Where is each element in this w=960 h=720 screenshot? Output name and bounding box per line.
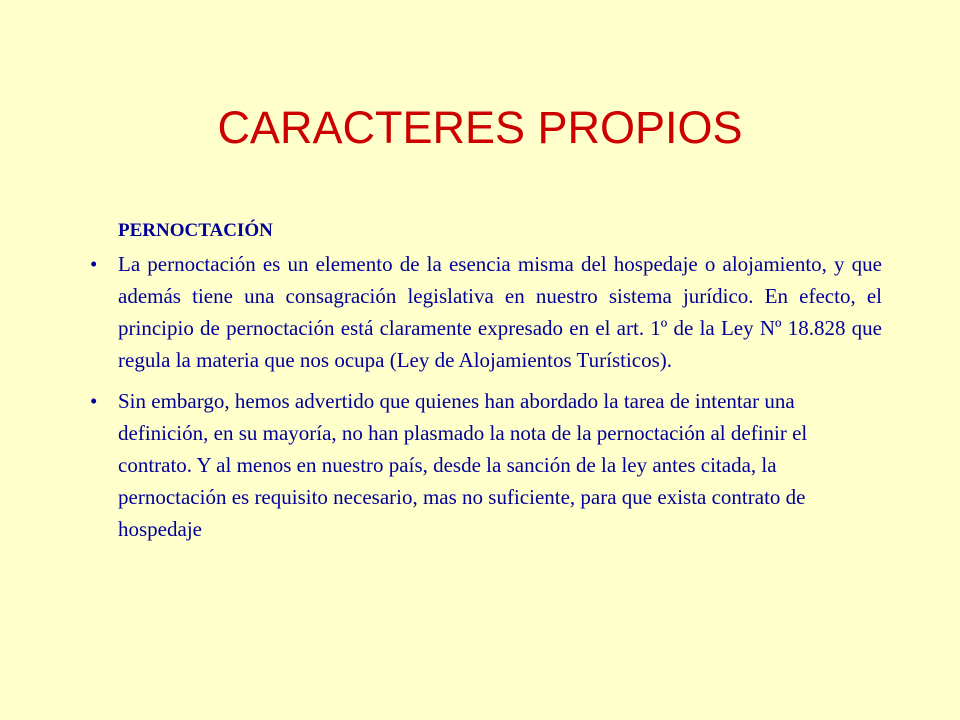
bullet-text: Sin embargo, hemos advertido que quienes han abordado la tarea de intentar una definición, en su mayoría, no han plasmado la nota de la pernoctación al definir el contrato. Y al menos en nuestro país, desde la sanción de la ley antes citada, la pernoctación es requisito necesario, mas no suficiente, para que exista contrato de hospedaje	[118, 389, 808, 541]
bullet-icon: •	[90, 252, 98, 276]
slide-content	[90, 216, 882, 554]
bullet-text: La pernoctación es un elemento de la esencia misma del hospedaje o alojamiento, y que además tiene una consagración legislativa en nuestro sistema jurídico. En efecto, el principio de pernoctación está claramente expresado en el art. 1º de la Ley Nº 18.828 que regula la materia que nos ocupa (Ley de Alojamientos Turísticos).	[118, 252, 882, 372]
bullet-item-2	[90, 385, 882, 545]
bullet-icon: •	[90, 389, 98, 413]
section-subheading: PERNOCTACIÓN	[118, 220, 273, 241]
slide-title: CARACTERES PROPIOS	[217, 102, 743, 153]
bullet-item-1	[90, 248, 882, 376]
